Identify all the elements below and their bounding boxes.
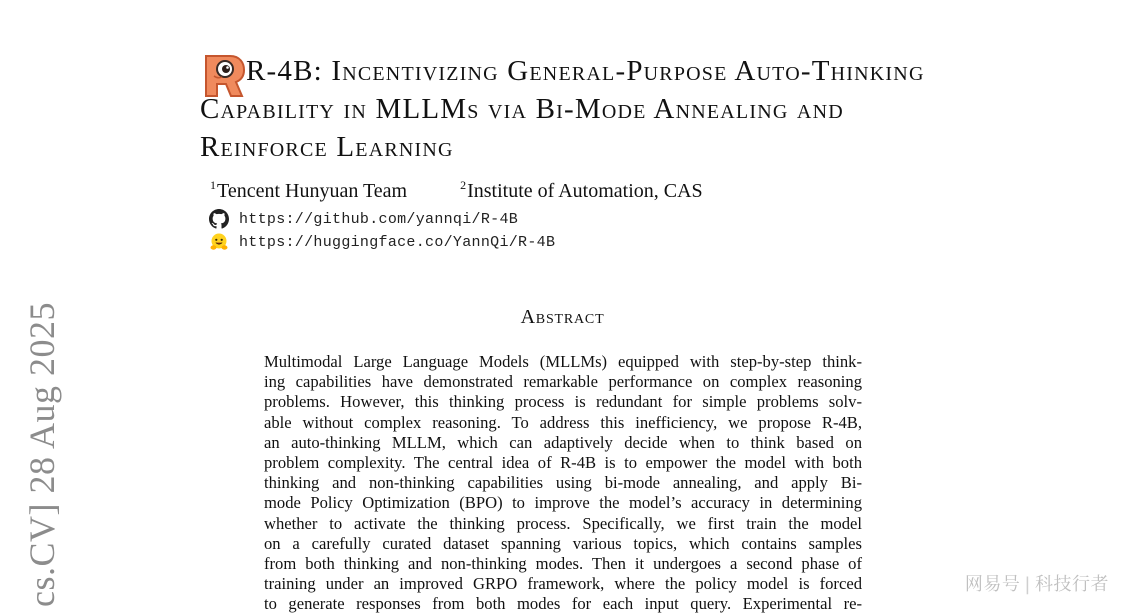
huggingface-url[interactable]: https://huggingface.co/YannQi/R-4B — [239, 233, 556, 251]
abstract-line: an auto-thinking MLLM, which can adaptively decide when to think based on — [264, 432, 862, 452]
source-watermark — [965, 570, 1109, 596]
abstract-line: whether to activate the thinking process. Specifically, we first train the model — [264, 513, 862, 533]
abstract-line: ing capabilities have demonstrated remarkable performance on complex reasoning — [264, 372, 862, 392]
affiliation-tencent: $^1$Tencent Hunyuan Team — [210, 178, 408, 202]
abstract-line: training under an improved GRPO framework, where the policy model is forced — [264, 574, 862, 594]
affiliations — [210, 178, 703, 203]
abstract-line: on a carefully curated dataset spanning various topics, which contains samples — [264, 533, 862, 553]
github-icon — [209, 209, 229, 229]
watermark-source: 网易号 — [964, 574, 1021, 595]
abstract-line: to generate responses from both modes for each input query. Experimental re- — [264, 594, 862, 614]
abstract-heading: Abstract — [520, 306, 605, 328]
abstract-line: Multimodal Large Language Models (MLLMs) equipped with step-by-step think- — [264, 352, 862, 371]
abstract-line: problem complexity. The central idea of R-4B is to empower the model with both — [264, 453, 862, 473]
abstract-body — [264, 352, 862, 615]
github-link-row[interactable] — [209, 209, 518, 229]
huggingface-link-row[interactable] — [209, 232, 555, 252]
watermark-author: 科技行者 — [1035, 574, 1109, 595]
affiliation-cas: $^2$Institute of Automation, CAS — [460, 178, 703, 202]
arxiv-identifier-sidebar: cs.CV] 28 Aug 2025 — [22, 302, 62, 607]
abstract-line: from both thinking and non-thinking modes. Then it undergoes a second phase of — [264, 554, 862, 574]
huggingface-icon — [209, 232, 229, 252]
paper-title: R-4B: Incentivizing General-Purpose Auto-Thinking Capability in MLLMs via Bi-Mode Annealing and Reinforce Learning — [200, 55, 925, 163]
watermark-separator: | — [1024, 574, 1031, 595]
title-block — [200, 52, 940, 166]
abstract-line: able without complex reasoning. To address this inefficiency, we propose R-4B, — [264, 412, 862, 432]
abstract-line: problems. However, this thinking process is redundant for simple problems solv- — [264, 392, 862, 412]
abstract-line: mode Policy Optimization (BPO) to improve the model’s accuracy in determining — [264, 493, 862, 513]
r4b-logo-icon — [200, 52, 248, 100]
abstract-line: thinking and non-thinking capabilities using bi-mode annealing, and apply Bi- — [264, 473, 862, 493]
github-url[interactable]: https://github.com/yannqi/R-4B — [239, 210, 519, 228]
